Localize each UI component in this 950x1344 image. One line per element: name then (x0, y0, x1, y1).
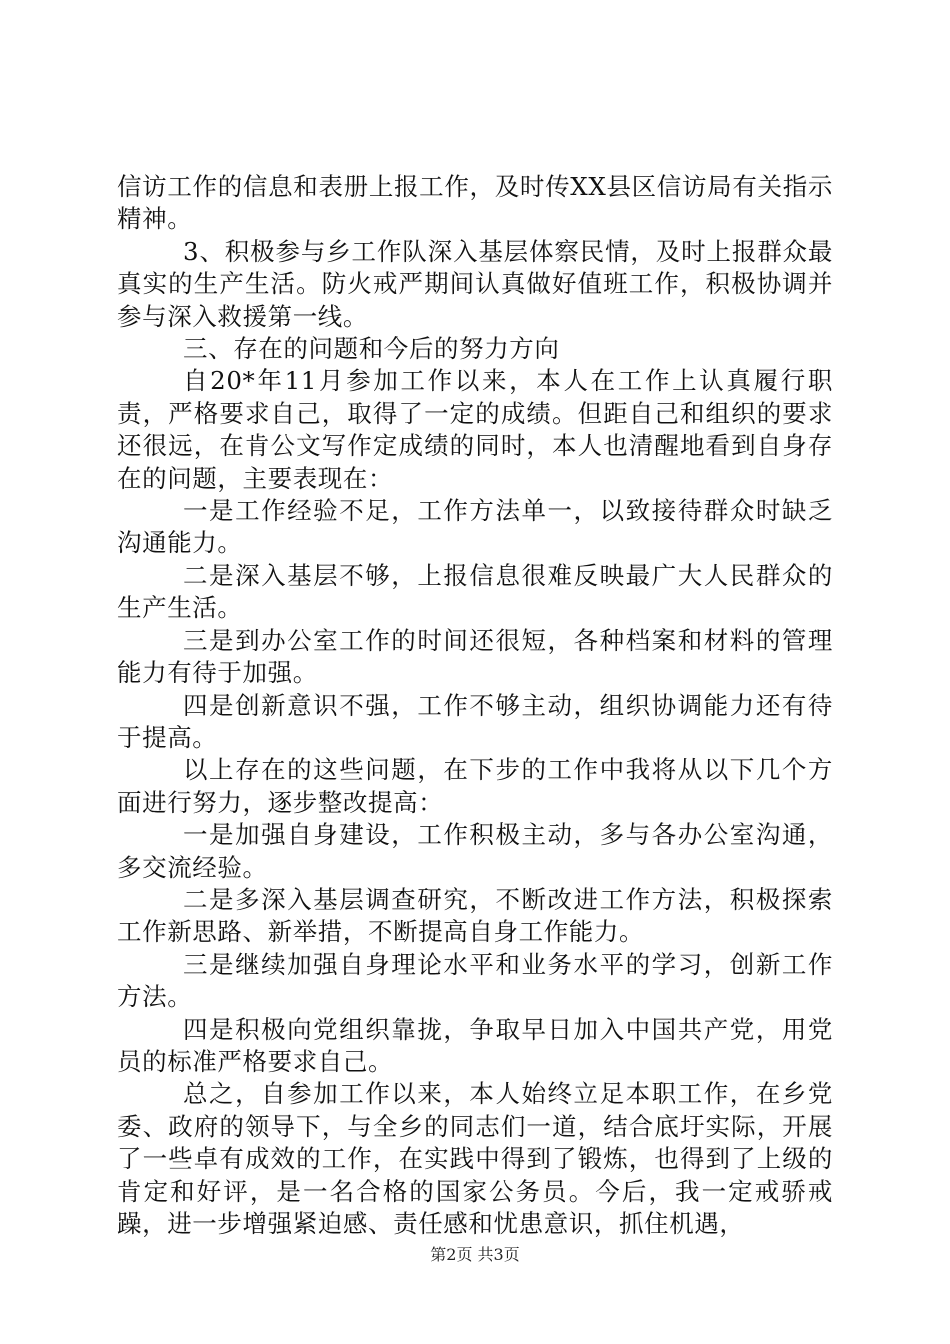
paragraph-improvement-3: 三是继续加强自身理论水平和业务水平的学习，创新工作方法。 (117, 949, 833, 1012)
page-number-footer: 第2页 共3页 (430, 1245, 520, 1264)
document-body (117, 171, 833, 1240)
paragraph-problem-4: 四是创新意识不强，工作不够主动，组织协调能力还有待于提高。 (117, 690, 833, 752)
paragraph-improvement-4: 四是积极向党组织靠拢，争取早日加入中国共产党，用党员的标准严格要求自己。 (117, 1014, 833, 1076)
paragraph-problem-1: 一是工作经验不足，工作方法单一，以致接待群众时缺乏沟通能力。 (117, 496, 833, 558)
paragraph-improvement-1: 一是加强自身建设，工作积极主动，多与各办公室沟通，多交流经验。 (117, 820, 833, 882)
paragraph-improvement-intro: 以上存在的这些问题，在下步的工作中我将从以下几个方面进行努力，逐步整改提高： (117, 755, 833, 817)
paragraph-summary: 总之，自参加工作以来，本人始终立足本职工作，在乡党委、政府的领导下，与全乡的同志们一道，结合底圩实际，开展了一些卓有成效的工作，在实践中得到了锻炼，也得到了上级的肯定和好评，是一名合格的国家公务员。今后，我一定戒骄戒躁，进一步增强紧迫感、责任感和忧患意识，抓住机遇， (117, 1079, 833, 1238)
paragraph-problem-3: 三是到办公室工作的时间还很短，各种档案和材料的管理能力有待于加强。 (117, 625, 833, 688)
paragraph-continuation: 信访工作的信息和表册上报工作，及时传XX县区信访局有关指示精神。 (117, 172, 833, 234)
paragraph-improvement-2: 二是多深入基层调查研究，不断改进工作方法，积极探索工作新思路、新举措，不断提高自身工作能力。 (117, 884, 833, 947)
paragraph-problem-2: 二是深入基层不够，上报信息很难反映最广大人民群众的生产生活。 (117, 560, 833, 623)
section-heading-problems: 三、存在的问题和今后的努力方向 (183, 334, 560, 364)
paragraph-item-3: 3、积极参与乡工作队深入基层体察民情，及时上报群众最真实的生产生活。防火戒严期间认真做好值班工作，积极协调并参与深入救援第一线。 (117, 236, 833, 331)
paragraph-intro: 自20*年11月参加工作以来，本人在工作上认真履行职责，严格要求自己，取得了一定的成绩。但距自己和组织的要求还很远，在肯公文写作定成绩的同时，本人也清醒地看到自身存在的问题，主要表现在： (117, 366, 833, 493)
